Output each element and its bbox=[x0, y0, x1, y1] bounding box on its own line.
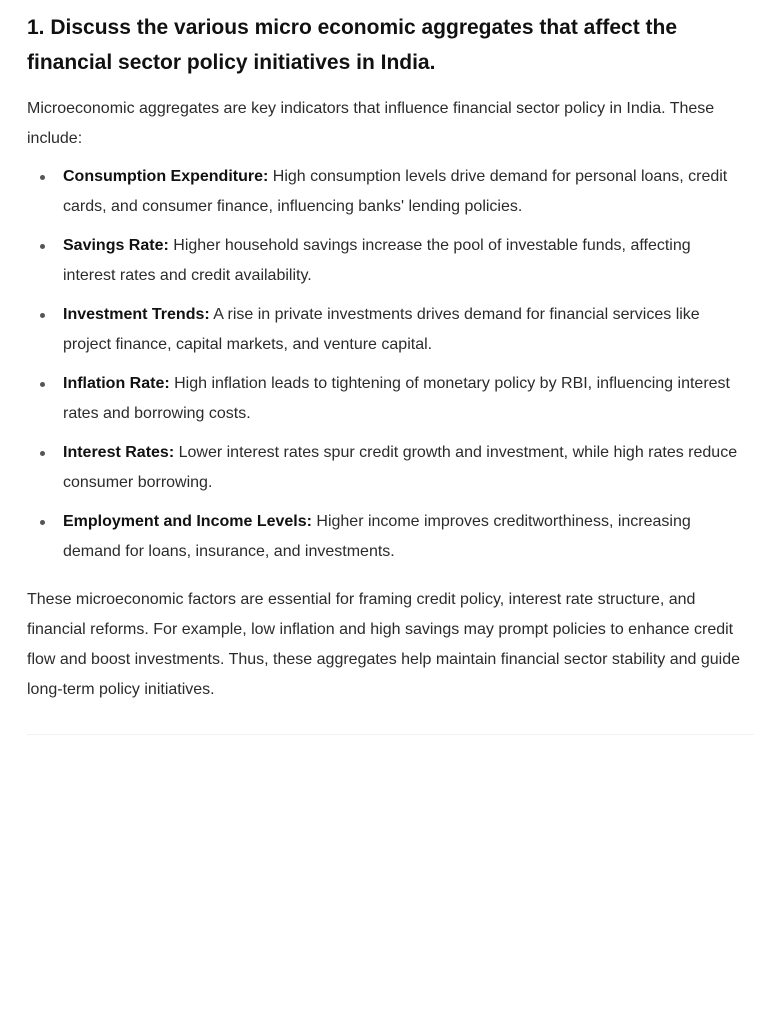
bullet-icon bbox=[40, 313, 45, 318]
bullet-icon bbox=[40, 520, 45, 525]
question-heading: 1. Discuss the various micro economic aggregates that affect the financial sector policy initiatives in India. bbox=[27, 16, 678, 74]
list-item bbox=[27, 231, 746, 291]
factor-term: Savings Rate: bbox=[63, 237, 169, 254]
factor-list bbox=[27, 162, 746, 567]
bullet-icon bbox=[40, 175, 45, 180]
factor-description: A rise in private investments drives demand for financial services like project finance, capital markets, and venture capital. bbox=[63, 306, 700, 353]
list-item bbox=[27, 438, 746, 498]
factor-description: High consumption levels drive demand for personal loans, credit cards, and consumer finance, influencing banks' lending policies. bbox=[63, 168, 728, 215]
bullet-icon bbox=[40, 382, 45, 387]
list-item bbox=[27, 162, 746, 222]
list-item bbox=[27, 507, 746, 567]
bullet-icon bbox=[40, 451, 45, 456]
section-divider bbox=[27, 734, 754, 735]
factor-description: Higher household savings increase the pool of investable funds, affecting interest rates and credit availability. bbox=[63, 237, 691, 284]
factor-description: Higher income improves creditworthiness, increasing demand for loans, insurance, and investments. bbox=[63, 513, 691, 560]
intro-paragraph: Microeconomic aggregates are key indicators that influence financial sector policy in India. These include: bbox=[27, 100, 715, 147]
factor-term: Inflation Rate: bbox=[63, 375, 170, 392]
factor-term: Consumption Expenditure: bbox=[63, 168, 269, 185]
factor-term: Employment and Income Levels: bbox=[63, 513, 312, 530]
bullet-icon bbox=[40, 244, 45, 249]
list-item bbox=[27, 300, 746, 360]
factor-description: Lower interest rates spur credit growth and investment, while high rates reduce consumer borrowing. bbox=[63, 444, 738, 491]
conclusion-paragraph: These microeconomic factors are essential for framing credit policy, interest rate structure, and financial reforms. For example, low inflation and high savings may prompt policies to enhance credit flow and boost investments. Thus, these aggregates help maintain financial sector stability and guide long-term policy initiatives. bbox=[27, 591, 741, 698]
list-item bbox=[27, 369, 746, 429]
factor-term: Interest Rates: bbox=[63, 444, 175, 461]
factor-description: High inflation leads to tightening of monetary policy by RBI, influencing interest rates and borrowing costs. bbox=[63, 375, 730, 422]
factor-term: Investment Trends: bbox=[63, 306, 210, 323]
